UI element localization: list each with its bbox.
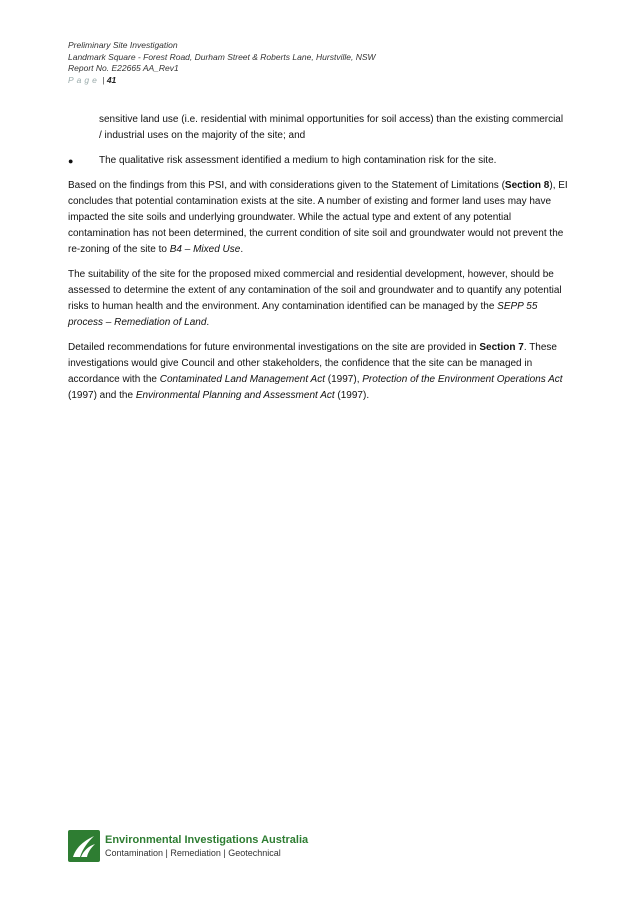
page-indicator xyxy=(68,75,376,87)
bullet-item xyxy=(68,153,568,169)
eia-leaf-logo-icon xyxy=(68,830,100,862)
report-number: Report No. E22665 AA_Rev1 xyxy=(68,63,179,73)
act-ref: Environmental Planning and Assessment Act xyxy=(135,390,335,401)
sepp-ref: SEPP 55 process – Remediation of Land xyxy=(68,301,538,328)
page-separator: | xyxy=(102,74,105,85)
page-footer xyxy=(68,830,308,862)
paragraph-suitability: The suitability of the site for the proposed mixed commercial and residential development, however, should be assessed to determine the extent of any contamination of the soil and groundwater and to quantify any potential risks to human health and the environment. Any contamination identified can be managed by the SEPP 55 process – Remediation of Land. xyxy=(68,269,562,328)
page-label: Page xyxy=(68,74,100,85)
bullet-icon: ● xyxy=(68,156,74,166)
bullet-text: The qualitative risk assessment identified a medium to high contamination risk for the site. xyxy=(99,155,497,166)
continued-bullet-text: sensitive land use (i.e. residential with minimal opportunities for soil access) than the existing commercial / industrial uses on the majority of the site; and xyxy=(99,114,564,141)
paragraph-recommendations: Detailed recommendations for future environmental investigations on the site are provided in Section 7. These investigations would give Council and other stakeholders, the confidence that the site can be managed in accordance with the Contaminated Land Management Act (1997), Protection of the Environment Operations Act (1997) and the Environmental Planning and Assessment Act (1997). xyxy=(68,342,563,401)
document-body xyxy=(68,112,568,413)
act-ref: Protection of the Environment Operations Act xyxy=(362,374,563,385)
act-ref: Contaminated Land Management Act xyxy=(159,374,326,385)
section-ref: Section 8 xyxy=(504,180,550,191)
company-name: Environmental Investigations Australia xyxy=(105,833,309,846)
page-header xyxy=(68,40,376,86)
page-number: 41 xyxy=(106,74,117,85)
zoning-ref: B4 – Mixed Use xyxy=(169,244,241,255)
report-title: Preliminary Site Investigation xyxy=(68,40,178,50)
site-address: Landmark Square - Forest Road, Durham Street & Roberts Lane, Hurstville, NSW xyxy=(68,51,376,62)
section-ref: Section 7 xyxy=(479,342,524,353)
paragraph-findings: Based on the findings from this PSI, and with considerations given to the Statement of Limitations (Section 8), EI concludes that potential contamination exists at the site. A number of existing and former land uses may have impacted the site soils and underlying groundwater. While the actual type and extent of any potential contamination has not been determined, the current condition of site soil and groundwater would not prevent the re-zoning of the site to B4 – Mixed Use. xyxy=(68,180,568,255)
company-tagline: Contamination | Remediation | Geotechnical xyxy=(105,847,281,858)
